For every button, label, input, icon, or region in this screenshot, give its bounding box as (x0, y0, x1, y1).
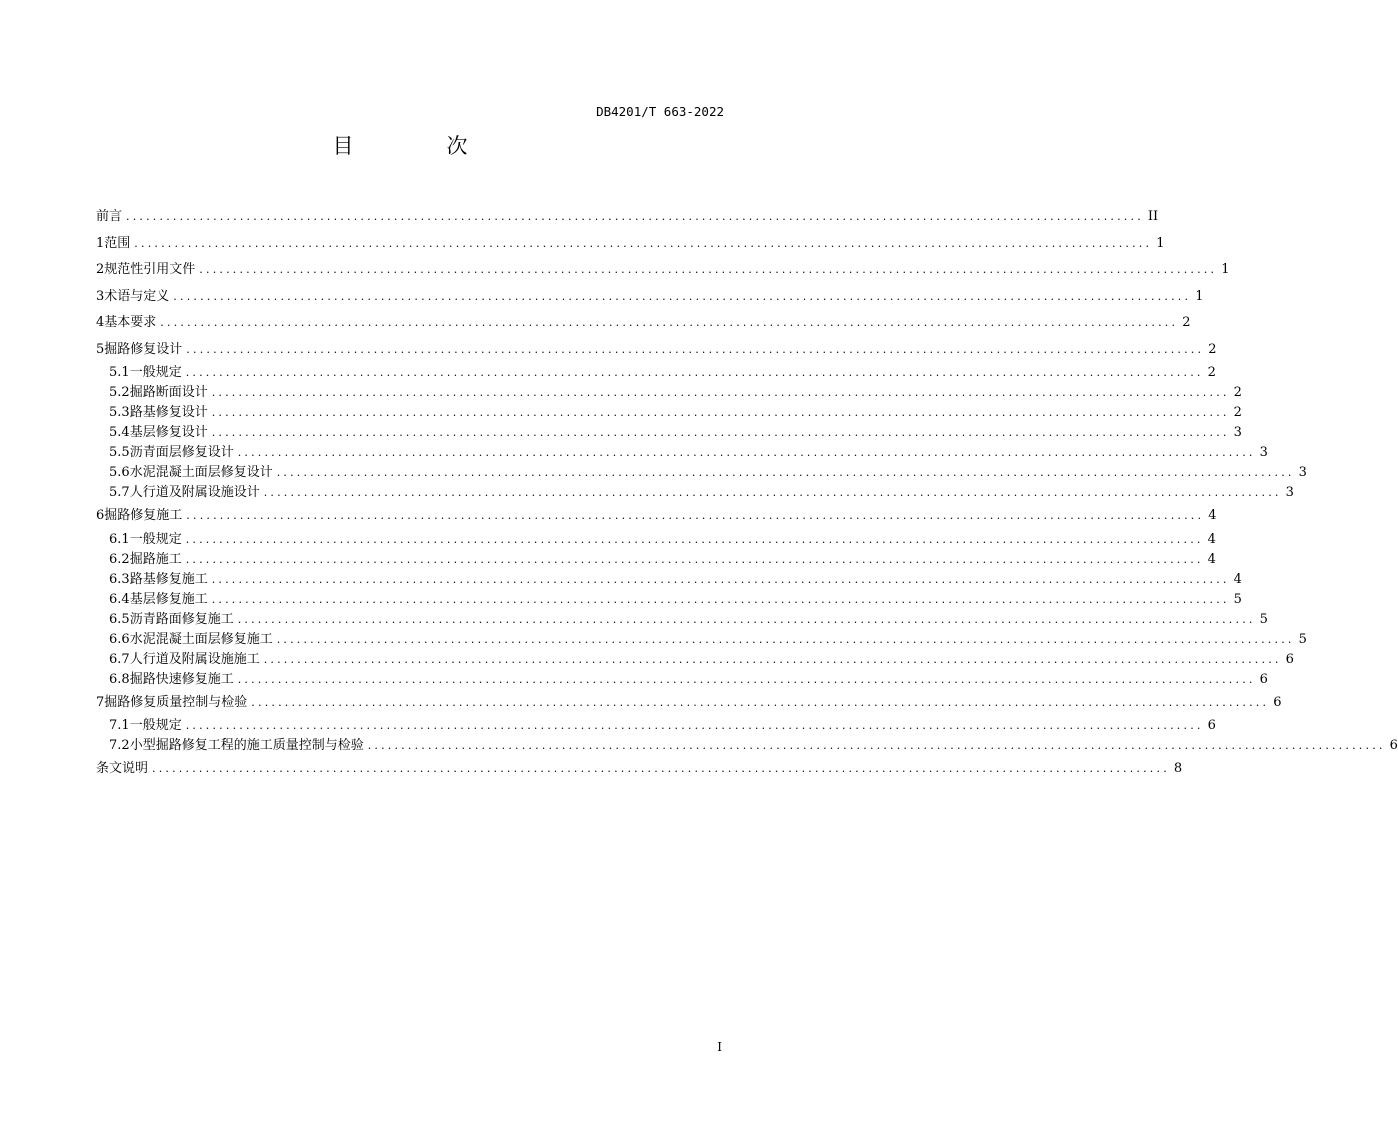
toc-entry-number: 6.4 (109, 591, 130, 607)
toc-entry-page: 6 (1207, 718, 1216, 733)
toc-dot-leader: ........................................................................................................................................................ (211, 406, 1230, 419)
toc-entry-page: 3 (1233, 425, 1242, 440)
toc-entry-number: 2 (96, 262, 105, 277)
toc-dot-leader: ........................................................................................................................................................ (199, 263, 1218, 276)
toc-entry-number: 4 (96, 315, 105, 330)
toc-entry-label: 术语与定义 (104, 288, 170, 304)
toc-entry[interactable] (96, 463, 1307, 483)
toc-entry-label: 一般规定 (129, 718, 182, 733)
toc-entry-number: 6.6 (109, 631, 130, 647)
toc-entry[interactable] (96, 257, 1230, 284)
toc-entry-page: 1 (1221, 262, 1230, 277)
toc-entry-page: 4 (1207, 551, 1216, 567)
toc-entry[interactable] (96, 610, 1268, 630)
toc-dot-leader: ........................................................................................................................................................ (185, 552, 1204, 566)
toc-entry[interactable] (96, 423, 1242, 443)
toc-entry-number: 6.7 (109, 651, 130, 667)
toc-entry-page: 5 (1233, 591, 1242, 607)
toc-dot-leader: ........................................................................................................................................................ (276, 632, 1295, 646)
toc-entry[interactable] (96, 231, 1165, 258)
toc-entry-page: 4 (1233, 571, 1242, 587)
toc-entry-number: 6.1 (109, 531, 130, 547)
toc-entry[interactable] (96, 590, 1242, 610)
toc-entry-page: 4 (1208, 508, 1217, 523)
toc-dot-leader: ........................................................................................................................................................ (160, 316, 1179, 329)
toc-entry-page: 6 (1273, 694, 1282, 710)
toc-dot-leader: ........................................................................................................................................................ (263, 652, 1282, 666)
toc-entry[interactable] (96, 690, 1282, 717)
standard-code: DB4201/T 663-2022 (596, 104, 724, 119)
toc-entry-label: 路基修复设计 (129, 405, 208, 420)
toc-entry-number: 5.2 (109, 385, 130, 400)
toc-entry-number: 6.8 (109, 671, 130, 687)
toc-dot-leader: ........................................................................................................................................................ (251, 695, 1270, 709)
toc-entry-label: 基层修复设计 (129, 425, 208, 440)
toc-entry-number: 6.3 (109, 571, 130, 587)
table-of-contents (96, 204, 1398, 783)
toc-entry-number: 5.3 (109, 405, 130, 420)
toc-entry-page: 4 (1207, 531, 1216, 547)
toc-entry-number: 6.2 (109, 551, 130, 567)
toc-entry[interactable] (96, 570, 1242, 590)
toc-entry-label: 条文说明 (96, 761, 149, 776)
toc-dot-leader: ........................................................................................................................................................ (237, 672, 1256, 686)
toc-dot-leader: ........................................................................................................................................................ (126, 210, 1144, 223)
toc-entry[interactable] (96, 363, 1216, 383)
toc-dot-leader: ........................................................................................................................................................ (211, 426, 1230, 439)
toc-entry-page: 6 (1259, 671, 1268, 687)
toc-entry-page: 3 (1298, 465, 1307, 480)
toc-entry-number: 5 (96, 341, 105, 357)
toc-entry-label: 路基修复施工 (129, 571, 208, 587)
toc-dot-leader: ........................................................................................................................................................ (185, 532, 1204, 546)
toc-dot-leader: ........................................................................................................................................................ (367, 739, 1386, 752)
toc-entry-label: 基本要求 (104, 315, 157, 330)
toc-entry-label: 一般规定 (129, 531, 182, 547)
toc-entry[interactable] (96, 503, 1217, 530)
toc-entry-label: 掘路施工 (129, 551, 182, 567)
toc-entry-page: 2 (1208, 341, 1217, 357)
toc-entry-page: 2 (1233, 405, 1242, 420)
toc-entry-number: 5.6 (109, 465, 130, 480)
toc-entry-label: 掘路修复质量控制与检验 (104, 694, 248, 710)
toc-entry-label: 掘路快速修复施工 (129, 671, 234, 687)
toc-entry[interactable] (96, 716, 1216, 736)
toc-dot-leader: ........................................................................................................................................................ (134, 236, 1153, 250)
toc-entry-label: 水泥混凝土面层修复设计 (129, 465, 273, 480)
toc-entry-label: 小型掘路修复工程的施工质量控制与检验 (129, 738, 364, 753)
toc-entry-label: 人行道及附属设施设计 (129, 485, 260, 500)
toc-entry-number: 5.5 (109, 445, 130, 460)
toc-entry[interactable] (96, 284, 1204, 311)
toc-dot-leader: ........................................................................................................................................................ (185, 719, 1204, 732)
toc-entry[interactable] (96, 443, 1268, 463)
toc-entry[interactable] (96, 756, 1183, 783)
toc-entry[interactable] (96, 337, 1217, 364)
toc-dot-leader: ........................................................................................................................................................ (186, 509, 1205, 522)
toc-entry-number: 3 (96, 288, 105, 304)
toc-dot-leader: ........................................................................................................................................................ (237, 612, 1256, 626)
toc-entry-number: 6.5 (109, 611, 130, 627)
toc-entry-number: 7.1 (109, 718, 130, 733)
toc-entry-label: 前言 (96, 209, 123, 224)
toc-entry[interactable] (96, 403, 1242, 423)
toc-entry[interactable] (96, 310, 1191, 337)
toc-entry-number: 1 (96, 235, 105, 251)
toc-entry-page: 3 (1285, 485, 1294, 500)
toc-dot-leader: ........................................................................................................................................................ (185, 366, 1204, 379)
toc-dot-leader: ........................................................................................................................................................ (263, 486, 1282, 499)
toc-entry[interactable] (96, 550, 1216, 570)
toc-dot-leader: ........................................................................................................................................................ (276, 466, 1295, 479)
toc-dot-leader: ........................................................................................................................................................ (211, 572, 1230, 586)
toc-entry-label: 规范性引用文件 (104, 262, 196, 277)
toc-entry-page: 5 (1259, 611, 1268, 627)
toc-entry-label: 沥青路面修复施工 (129, 611, 234, 627)
toc-entry[interactable] (96, 483, 1294, 503)
toc-entry-number: 5.1 (109, 365, 130, 380)
toc-dot-leader: ........................................................................................................................................................ (211, 592, 1230, 606)
toc-entry-number: 7 (96, 694, 105, 710)
toc-entry[interactable] (96, 204, 1159, 231)
toc-entry-page: 2 (1207, 365, 1216, 380)
toc-entry-page: 6 (1285, 651, 1294, 667)
toc-entry-page: II (1147, 209, 1159, 224)
toc-entry[interactable] (96, 630, 1307, 650)
toc-entry-page: 1 (1156, 235, 1165, 251)
toc-entry-page: 6 (1389, 738, 1398, 753)
toc-entry-label: 掘路修复施工 (104, 508, 183, 523)
toc-entry-number: 5.7 (109, 485, 130, 500)
toc-dot-leader: ........................................................................................................................................................ (211, 386, 1230, 399)
toc-entry[interactable] (96, 383, 1242, 403)
toc-entry-page: 8 (1173, 761, 1183, 776)
toc-entry-label: 沥青面层修复设计 (129, 445, 234, 460)
page-title: 目 次 (332, 134, 504, 158)
toc-entry-label: 水泥混凝土面层修复施工 (129, 631, 273, 647)
toc-entry-label: 掘路修复设计 (104, 341, 183, 357)
toc-entry-page: 5 (1298, 631, 1307, 647)
toc-dot-leader: ........................................................................................................................................................ (186, 342, 1205, 356)
toc-entry-number: 6 (96, 508, 105, 523)
toc-entry-label: 一般规定 (129, 365, 182, 380)
toc-entry[interactable] (96, 650, 1294, 670)
toc-entry-label: 人行道及附属设施施工 (129, 651, 260, 667)
toc-entry[interactable] (96, 736, 1398, 756)
toc-entry-label: 掘路断面设计 (129, 385, 208, 400)
toc-entry[interactable] (96, 670, 1268, 690)
toc-entry-page: 2 (1182, 315, 1191, 330)
toc-entry-label: 范围 (104, 235, 131, 251)
toc-dot-leader: ........................................................................................................................................................ (152, 762, 1170, 775)
toc-entry-page: 1 (1195, 288, 1204, 304)
toc-dot-leader: ........................................................................................................................................................ (173, 289, 1192, 303)
toc-entry-number: 5.4 (109, 425, 130, 440)
toc-entry-label: 基层修复施工 (129, 591, 208, 607)
toc-dot-leader: ........................................................................................................................................................ (237, 446, 1256, 459)
toc-entry-number: 7.2 (109, 738, 130, 753)
toc-entry-page: 2 (1233, 385, 1242, 400)
toc-entry[interactable] (96, 530, 1216, 550)
footer-page-number: I (717, 1040, 722, 1054)
toc-entry-page: 3 (1259, 445, 1268, 460)
